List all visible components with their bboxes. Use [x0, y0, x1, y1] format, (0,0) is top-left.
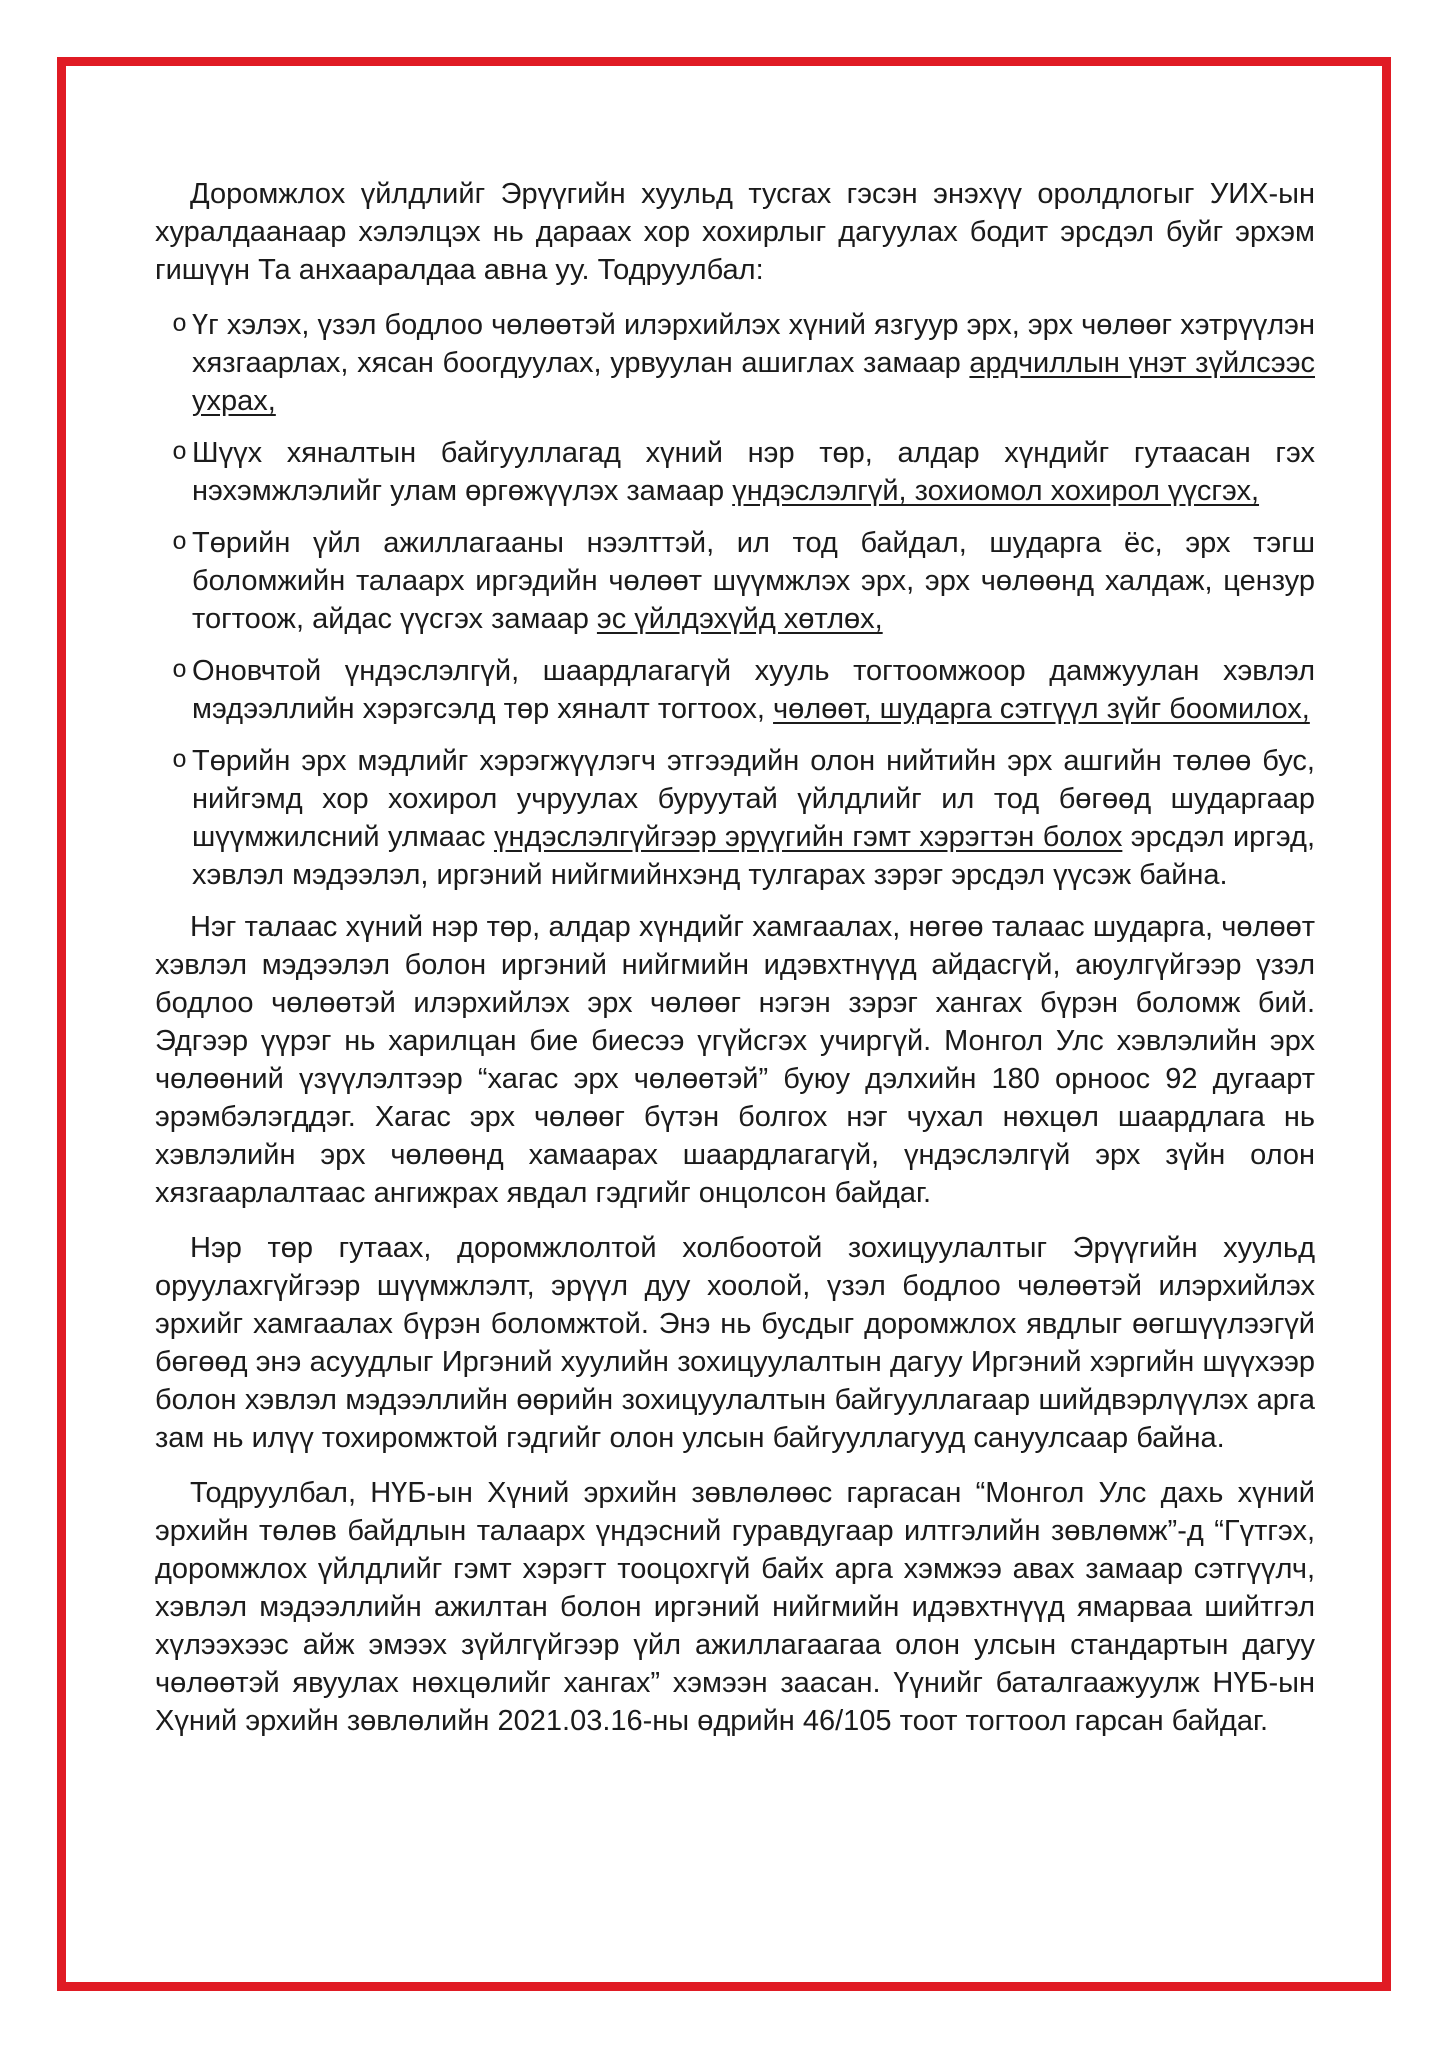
- bullet-text: [192, 434, 1315, 510]
- bullet-text: [192, 306, 1315, 420]
- bullet-text-before: Оновчтой үндэслэлгүй, шаардлагагүй хууль тогтоомжоор дамжуулан хэвлэл мэдээллийн хэрэгсэлд төр хяналт тогтоох,: [192, 655, 1315, 725]
- document-content: [155, 175, 1315, 1757]
- bullet-marker: o: [172, 438, 188, 467]
- bullet-text-underlined: ардчиллын үнэт зүйлсээс ухрах,: [192, 347, 1315, 417]
- bullet-text-before: Үг хэлэх, үзэл бодлоо чөлөөтэй илэрхийлэх хүний язгуур эрх, эрх чөлөөг хэтрүүлэн хязгаарлах, хясан боогдуулах, урвуулан ашиглах замаар: [192, 309, 1315, 379]
- bullet-text: [192, 742, 1315, 894]
- list-item: [155, 434, 1315, 510]
- bullet-marker: o: [172, 656, 188, 685]
- bullet-marker: o: [172, 310, 188, 339]
- bullet-text: [192, 652, 1315, 728]
- bullet-text-before: Шүүх хяналтын байгууллагад хүний нэр төр, алдар хүндийг гутаасан гэх нэхэмжлэлийг улам өргөжүүлэх замаар: [192, 437, 1315, 507]
- intro-paragraph: Доромжлох үйлдлийг Эрүүгийн хуульд тусгах гэсэн энэхүү оролдлогыг УИХ-ын хуралдаанаар хэлэлцэх нь дараах хор хохирлыг дагуулах бодит эрсдэл буйг эрхэм гишүүн Та анхааралдаа авна уу. Тодруулбал:: [155, 178, 1315, 286]
- bullet-text-underlined: үндэслэлгүйгээр эрүүгийн гэмт хэрэгтэн болох: [493, 821, 1123, 853]
- bullet-text-before: Төрийн үйл ажиллагааны нээлттэй, ил тод байдал, шударга ёс, эрх тэгш боломжийн талаарх иргэдийн чөлөөт шүүмжлэх эрх, эрх чөлөөнд халдаж, цензур тогтоож, айдас үүсгэх замаар: [192, 527, 1315, 635]
- list-item: [155, 652, 1315, 728]
- bullet-text-before: Төрийн эрх мэдлийг хэрэгжүүлэгч этгээдийн олон нийтийн эрх ашгийн төлөө бус, нийгэмд хор хохирол учруулах буруутай үйлдлийг ил тод бөгөөд шударгаар шүүмжилсний улмаас: [192, 745, 1315, 853]
- bullet-marker: o: [172, 528, 188, 557]
- body-paragraph: Нэг талаас хүний нэр төр, алдар хүндийг хамгаалах, нөгөө талаас шударга, чөлөөт хэвлэл мэдээлэл болон иргэний нийгмийн идэвхтнүүд айдасгүй, аюулгүйгээр үзэл бодлоо чөлөөтэй илэрхийлэх эрх чөлөөг нэгэн зэрэг хангах бүрэн боломж бий. Эдгээр үүрэг нь харилцан бие биесээ үгүйсгэх учиргүй. Монгол Улс хэвлэлийн эрх чөлөөний үзүүлэлтээр “хагас эрх чөлөөтэй” буюу дэлхийн 180 орноос 92 дугаарт эрэмбэлэгддэг. Хагас эрх чөлөөг бүтэн болгох нэг чухал нөхцөл шаардлага нь хэвлэлийн эрх чөлөөнд хамаарах шаардлагагүй, үндэслэлгүй эрх зүйн олон хязгаарлалтаас ангижрах явдал гэдгийг онцолсон байдаг.: [155, 911, 1315, 1209]
- body-paragraph: Тодруулбал, НҮБ-ын Хүний эрхийн зөвлөлөөс гаргасан “Монгол Улс дахь хүний эрхийн төлөв байдлын талаарх үндэсний гуравдугаар илтгэлийн зөвлөмж”-д “Гүтгэх, доромжлох үйлдлийг гэмт хэрэгт тооцохгүй байх арга хэмжээ авах замаар сэтгүүлч, хэвлэл мэдээллийн ажилтан болон иргэний нийгмийн идэвхтнүүд ямарваа шийтгэл хүлээхээс айж эмээх зүйлгүйгээр үйл ажиллагаагаа олон улсын стандартын дагуу чөлөөтэй явуулах нөхцөлийг хангах” хэмээн заасан. Үүнийг баталгаажуулж НҮБ-ын Хүний эрхийн зөвлөлийн 2021.03.16-ны өдрийн 46/105 тоот тогтоол гарсан байдаг.: [155, 1477, 1315, 1737]
- bullet-text-underlined: эс үйлдэхүйд хөтлөх,: [596, 603, 883, 635]
- bullet-text-underlined: чөлөөт, шударга сэтгүүл зүйг боомилох,: [773, 693, 1310, 725]
- body-paragraph: Нэр төр гутаах, доромжлолтой холбоотой зохицуулалтыг Эрүүгийн хуульд оруулахгүйгээр шүүмжлэлт, эрүүл дуу хоолой, үзэл бодлоо чөлөөтэй илэрхийлэх эрхийг хамгаалах бүрэн боломжтой. Энэ нь бусдыг доромжлох явдлыг өөгшүүлээгүй бөгөөд энэ асуудлыг Иргэний хуулийн зохицуулалтын дагуу Иргэний хэргийн шүүхээр болон хэвлэл мэдээллийн өөрийн зохицуулалтын байгууллагаар шийдвэрлүүлэх арга зам нь илүү тохиромжтой гэдгийг олон улсын байгууллагууд сануулсаар байна.: [155, 1232, 1315, 1454]
- bullet-marker: o: [172, 746, 188, 775]
- list-item: [155, 524, 1315, 638]
- bullet-text-after: эрсдэл иргэд, хэвлэл мэдээлэл, иргэний нийгмийнхэнд тулгарах зэрэг эрсдэл үүсэж байна.: [192, 821, 1315, 891]
- bullet-list: [155, 306, 1315, 894]
- bullet-text: [192, 524, 1315, 638]
- list-item: [155, 742, 1315, 894]
- bullet-text-underlined: үндэслэлгүй, зохиомол хохирол үүсгэх,: [732, 475, 1260, 507]
- list-item: [155, 306, 1315, 420]
